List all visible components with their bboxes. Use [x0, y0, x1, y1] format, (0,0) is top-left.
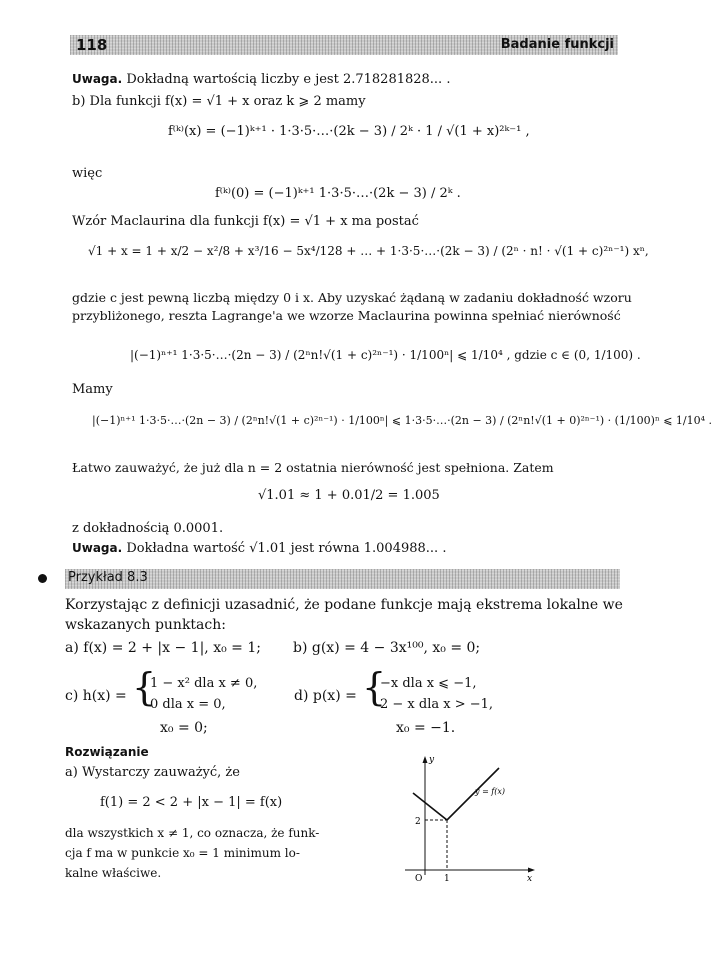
solution-paragraph-line-1: dla wszystkich x ≠ 1, co oznacza, że funk-: [65, 826, 320, 840]
part-b-intro: b) Dla funkcji f(x) = √1 + x oraz k ⩾ 2 mamy: [72, 94, 366, 109]
solution-a-intro: a) Wystarczy zauważyć, że: [65, 765, 240, 780]
inequality-1: |(−1)ⁿ⁺¹ 1·3·5·…·(2n − 3) / (2ⁿn!√(1 + c)²ⁿ⁻¹) · 1/100ⁿ| ⩽ 1/10⁴ , gdzie c ∈ (0, 1/100) .: [130, 348, 641, 362]
page-number: 118: [76, 36, 108, 54]
tick-x-label: 1: [444, 874, 450, 884]
word-wiec: więc: [72, 166, 103, 181]
formula-fk: f⁽ᵏ⁾(x) = (−1)ᵏ⁺¹ · 1·3·5·…·(2k − 3) / 2ᵏ · 1 / √(1 + x)²ᵏ⁻¹ ,: [168, 124, 530, 139]
task-c-x0: x₀ = 0;: [160, 720, 208, 736]
note-1-text: Dokładną wartością liczby e jest 2.718281828... .: [126, 72, 451, 87]
inequality-2: |(−1)ⁿ⁺¹ 1·3·5·…·(2n − 3) / (2ⁿn!√(1 + c)²ⁿ⁻¹) · 1/100ⁿ| ⩽ 1·3·5·…·(2n − 3) / (2ⁿn!√(1 + 0)²ⁿ⁻¹) · (1/100)ⁿ ⩽ 1/10⁴ .: [92, 414, 712, 427]
task-line-1: Korzystając z definicji uzasadnić, że podane funkcje mają ekstrema lokalne we: [65, 597, 623, 613]
task-d-head: d) p(x) =: [294, 688, 357, 704]
task-c-head: c) h(x) =: [65, 688, 127, 704]
y-axis-label: y: [429, 755, 435, 765]
word-mamy: Mamy: [72, 382, 113, 397]
task-d-case-1: −x dla x ⩽ −1,: [380, 676, 477, 691]
task-d-brace: {: [362, 665, 387, 709]
task-c-case-1: 1 − x² dla x ≠ 0,: [150, 676, 258, 691]
example-label: Przykład 8.3: [68, 570, 148, 585]
task-c-case-2: 0 dla x = 0,: [150, 697, 226, 712]
tick-y-label: 2: [415, 817, 421, 827]
maclaurin-formula: √1 + x = 1 + x/2 − x²/8 + x³/16 − 5x⁴/128 + … + 1·3·5·…·(2k − 3) / (2ⁿ · n! · √(1 + c)²ⁿ⁻¹) xⁿ,: [88, 244, 649, 258]
solution-heading: Rozwiązanie: [65, 745, 149, 759]
note-1: [72, 72, 450, 87]
solution-paragraph-line-2: cja f ma w punkcie x₀ = 1 minimum lo-: [65, 846, 300, 860]
x-axis-arrow: [528, 868, 535, 873]
task-d-case-2: 2 − x dla x > −1,: [380, 697, 494, 712]
task-c-brace: {: [132, 665, 157, 709]
example-bullet: [38, 574, 47, 583]
note-2: [72, 541, 446, 556]
task-a: a) f(x) = 2 + |x − 1|, x₀ = 1;: [65, 640, 261, 656]
note-2-label: Uwaga.: [72, 541, 123, 555]
graph-figure: [395, 750, 545, 885]
paragraph-c-line2: przybliżonego, reszta Lagrange'a we wzorze Maclaurina powinna spełniać nierówność: [72, 308, 621, 323]
formula-fk0: f⁽ᵏ⁾(0) = (−1)ᵏ⁺¹ 1·3·5·…·(2k − 3) / 2ᵏ .: [215, 186, 461, 201]
origin-label: O: [415, 874, 423, 884]
note-2-text: Dokładna wartość √1.01 jest równa 1.004988... .: [126, 541, 447, 556]
note-1-label: Uwaga.: [72, 72, 123, 86]
solution-paragraph-line-3: kalne właściwe.: [65, 866, 162, 880]
curve-label: y = f(x): [475, 787, 506, 796]
paragraph-latwo: Łatwo zauważyć, że już dla n = 2 ostatnia nierówność jest spełniona. Zatem: [72, 460, 554, 475]
paragraph-c-line1: gdzie c jest pewną liczbą między 0 i x. Aby uzyskać żądaną w zadaniu dokładność wzoru: [72, 290, 632, 305]
running-title: Badanie funkcji: [500, 37, 614, 52]
approximation-formula: √1.01 ≈ 1 + 0.01/2 = 1.005: [258, 488, 440, 503]
example-bar: [65, 569, 620, 589]
task-b: b) g(x) = 4 − 3x¹⁰⁰, x₀ = 0;: [293, 640, 481, 656]
task-line-2: wskazanych punktach:: [65, 617, 226, 633]
maclaurin-intro: Wzór Maclaurina dla funkcji f(x) = √1 + x ma postać: [72, 214, 419, 229]
solution-a-formula: f(1) = 2 < 2 + |x − 1| = f(x): [100, 795, 283, 810]
x-axis-label: x: [527, 874, 533, 884]
task-d-x0: x₀ = −1.: [396, 720, 456, 736]
accuracy-line: z dokładnością 0.0001.: [72, 521, 224, 536]
y-axis-arrow: [423, 756, 428, 763]
